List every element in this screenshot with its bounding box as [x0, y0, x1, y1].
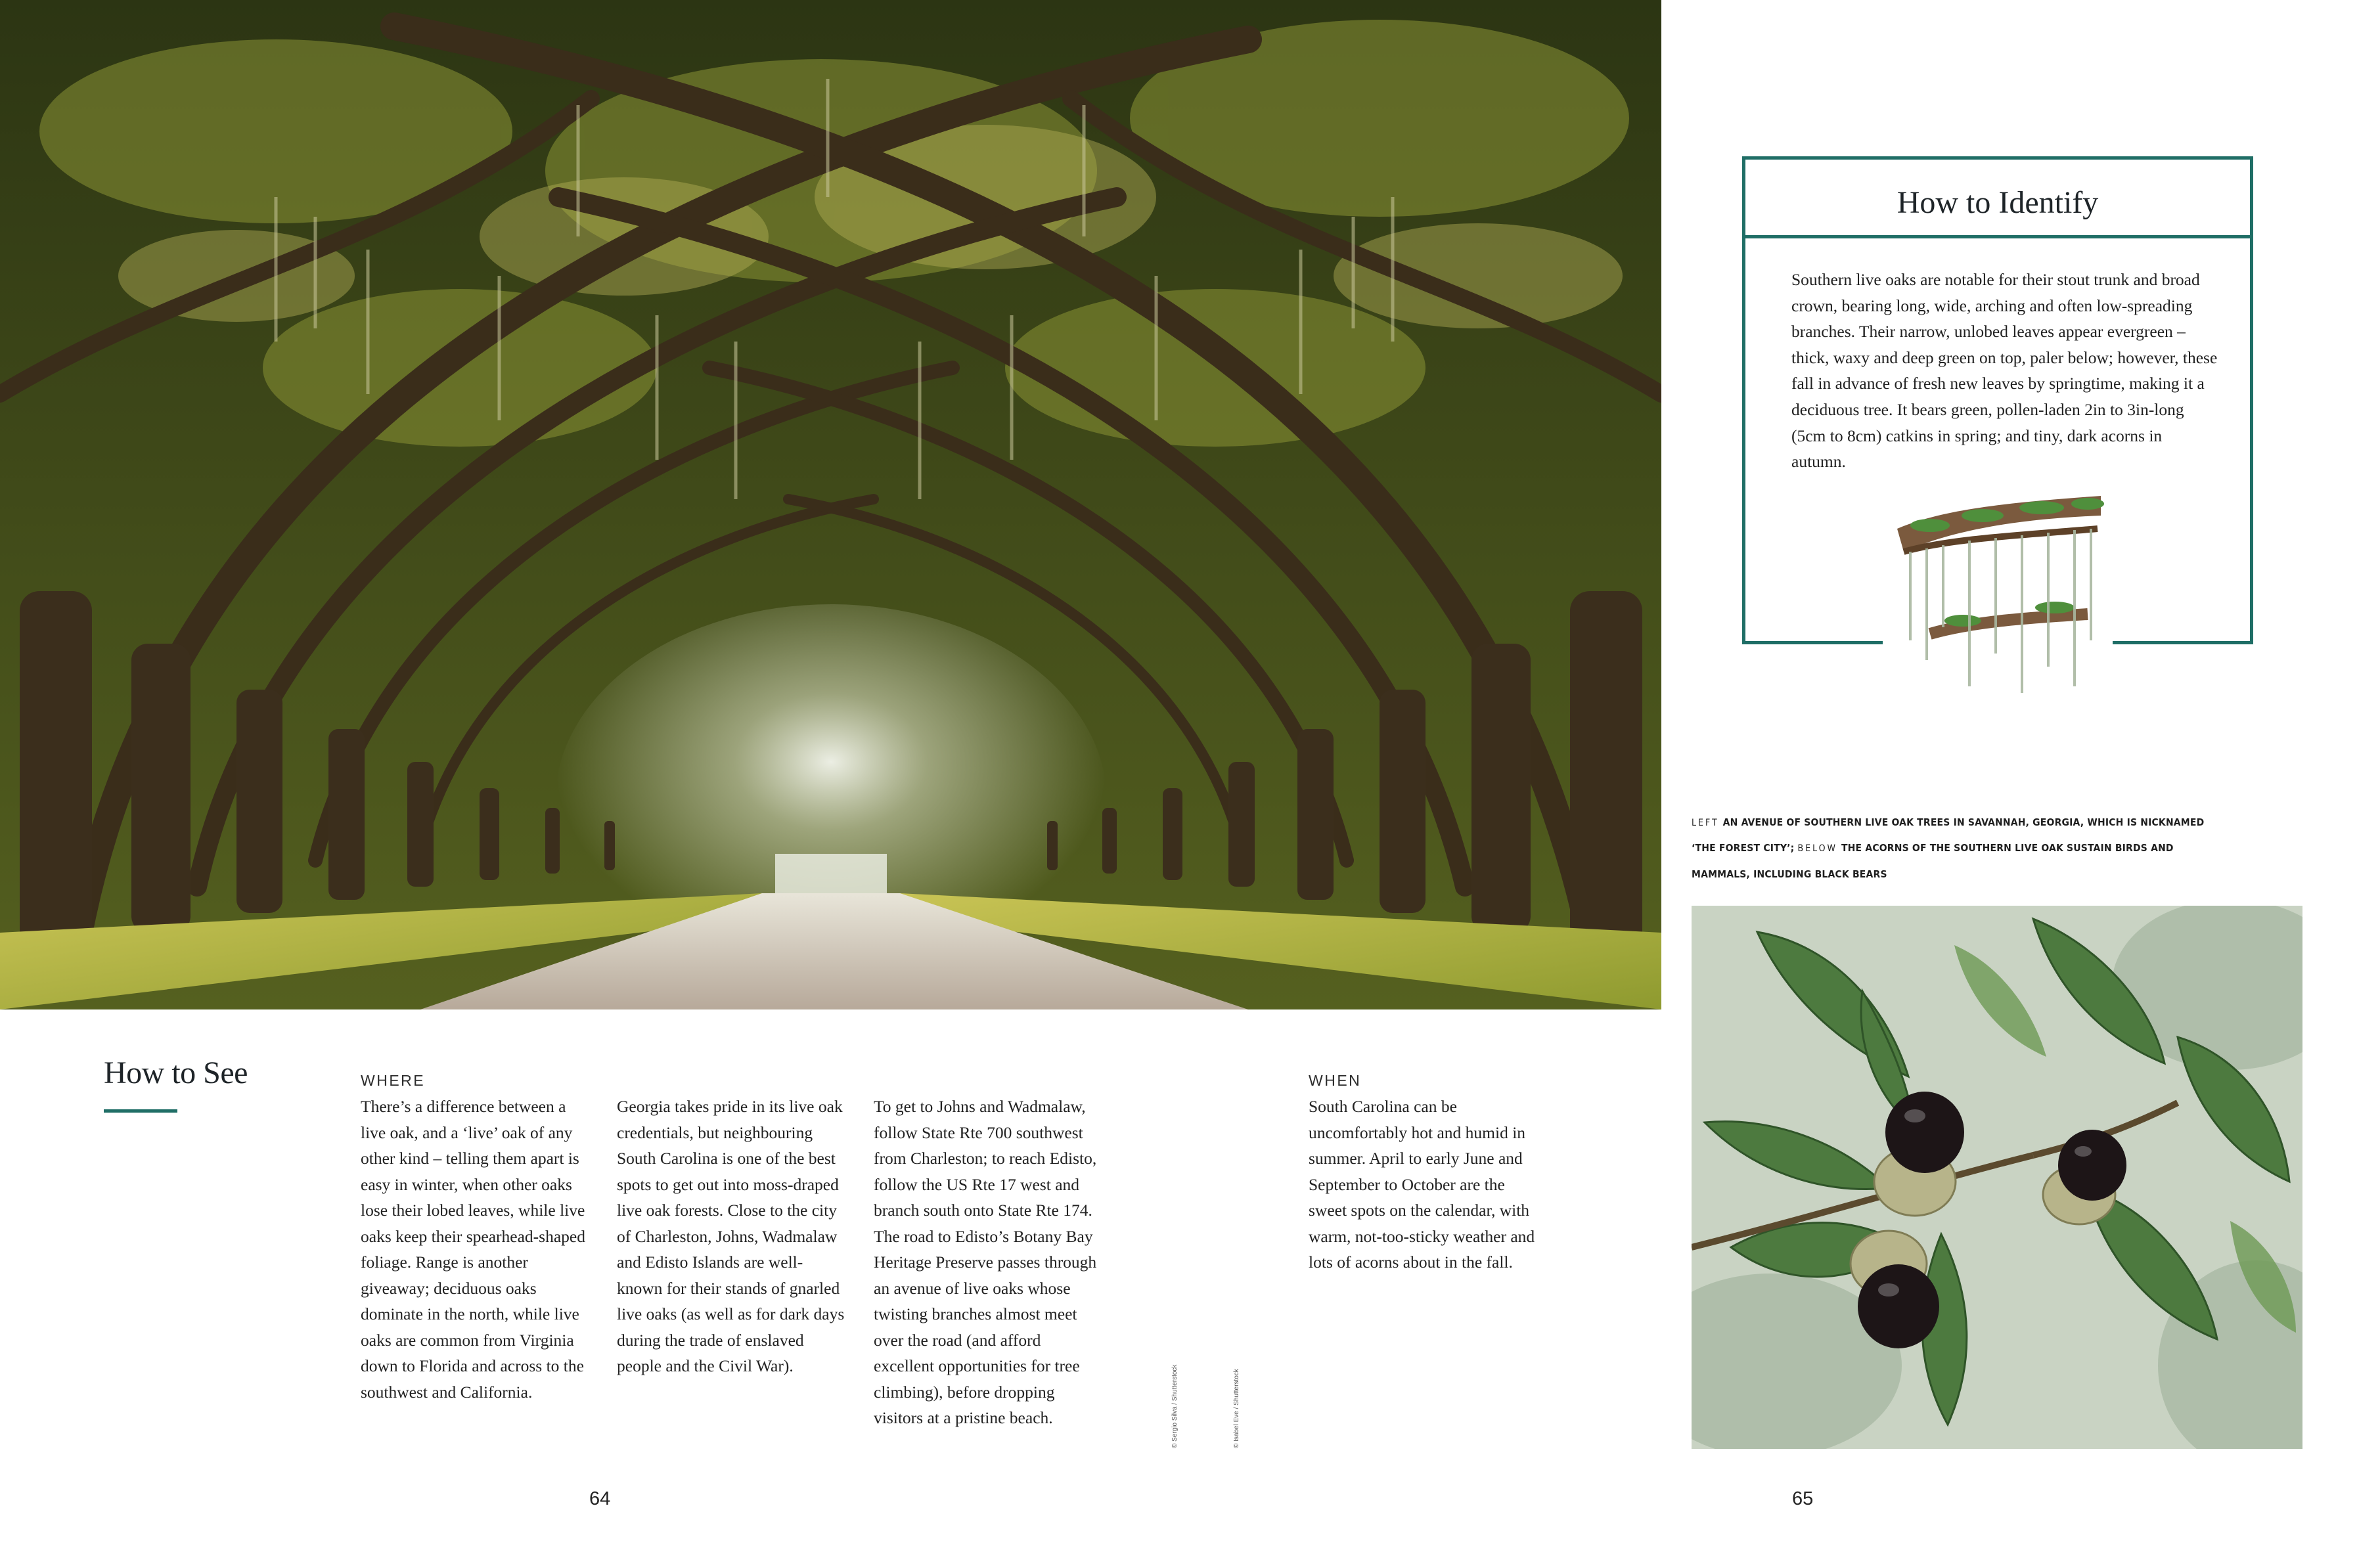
where-column-2: Georgia takes pride in its live oak credentials, but neighbouring South Carolina is one of the best spots to get out into moss-draped live oak forests. Close to the city of Charleston, Johns, Wadmalaw and Edisto Islands are well-known for their stands of gnarled live oaks (as well as for dark days during the trade of enslaved people and the Civil War).: [617, 1097, 845, 1375]
page-number-right: 65: [1792, 1488, 1814, 1509]
where-column-3: To get to Johns and Wadmalaw, follow State Rte 700 southwest from Charleston; to reach Edisto, follow the US Rte 17 west and branch south onto State Rte 174. The road to Edisto’s Botany Bay Heritage Preserve passes through an avenue of live oaks whose twisting branches almost meet over the road (and afford excellent opportunities for tree climbing), before dropping visitors at a pristine beach.: [874, 1097, 1097, 1427]
when-label: WHEN: [1309, 1072, 1362, 1089]
where-label: WHERE: [361, 1072, 426, 1089]
oak-branch-illustration: [1891, 489, 2107, 706]
where-column-1: There’s a difference between a live oak, and a ‘live’ oak of any other kind – telling them apart is easy in winter, when other oaks lose their lobed leaves, while live oaks keep their spearhead-shaped foliage. Range is another giveaway; deciduous oaks dominate in the north, while live oaks are common from Virginia down to Florida and across to the southwest and California.: [361, 1097, 585, 1402]
caption-line-1: [1692, 809, 2217, 836]
heading-underline: [104, 1109, 177, 1113]
how-to-identify-text: Southern live oaks are notable for their stout trunk and broad crown, bearing long, wide, arching and often low-spreading branches. Their narrow, unlobed leaves appear evergreen – thick, waxy and deep green on top, paler below; however, these fall in advance of fresh new leaves by springtime, making it a deciduous tree. It bears green, pollen-laden 2in to 3in-long (5cm to 8cm) catkins in spring; and tiny, dark acorns in autumn.: [1791, 270, 2218, 472]
photo-credit-2: © Isabel Eve / Shutterstock: [1233, 1369, 1240, 1448]
box-divider: [1745, 235, 2250, 238]
how-to-identify-heading: How to Identify: [1897, 185, 2099, 220]
caption-line-3: MAMMALS, INCLUDING BLACK BEARS: [1692, 868, 1887, 880]
caption-left-key: LEFT: [1692, 818, 1719, 828]
caption-below-key: BELOW: [1797, 843, 1837, 854]
caption-nickname: ‘THE FOREST CITY’;: [1692, 842, 1795, 854]
page-number-left: 64: [589, 1488, 611, 1509]
when-column: South Carolina can be uncomfortably hot and humid in summer. April to early June and September to October are the sweet spots on the calendar, with warm, not-too-sticky weather and lots of acorns about in the fall.: [1309, 1097, 1535, 1272]
photo-credit-1: © Sergio Silva / Shutterstock: [1171, 1364, 1179, 1448]
live-oak-avenue-photo: [0, 0, 1661, 1009]
caption-below-text: THE ACORNS OF THE SOUTHERN LIVE OAK SUSTAIN BIRDS AND: [1841, 842, 2174, 854]
caption-line-2: [1692, 835, 2217, 862]
caption-left-text: AN AVENUE OF SOUTHERN LIVE OAK TREES IN SAVANNAH, GEORGIA, WHICH IS NICKNAMED: [1722, 816, 2205, 828]
how-to-see-heading: How to See: [104, 1055, 248, 1090]
acorns-photo: [1692, 906, 2302, 1449]
